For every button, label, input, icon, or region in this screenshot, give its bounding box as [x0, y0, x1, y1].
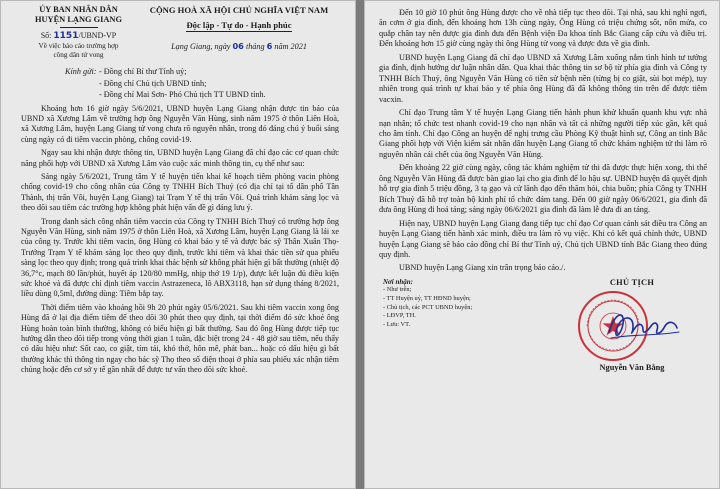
header-rule	[60, 27, 98, 28]
body-paragraph: Chỉ đạo Trung tâm Y tế huyện Lạng Giang tiến hành phun khử khuẩn quanh khu vực nhà nạn nhân; tổ chức test nhanh covid-19 cho nạn nhân và tất cả những người tiếp xúc gần, kết quả cho âm tính. Chỉ đạo Công an huyện để nghị trưng cầu Phòng Kỹ thuật hình sự, Công an tỉnh Bắc Giang phối hợp với Viện kiểm sát nhân dân huyện Lạng Giang tổ chức khám nghiệm tử thi làm rõ nguyên nhân cái chết của ông Nguyễn Văn Hùng.	[379, 108, 707, 159]
addressee-block	[21, 66, 339, 101]
signature-block	[557, 278, 707, 376]
issue-date: Lạng Giang, ngày 06 tháng 6 năm 2021	[171, 41, 307, 51]
recipients-list	[379, 278, 529, 376]
national-heading-block	[139, 5, 339, 59]
document-number: Số: 1151/UBND-VP	[40, 31, 117, 41]
recipients-title: Nơi nhận:	[383, 277, 414, 286]
addressee-label: Kính gửi:	[65, 67, 97, 76]
handwritten-number: 1151	[53, 31, 79, 41]
addressee-item: - Đồng chí Bí thư Tỉnh uỷ;	[99, 67, 187, 76]
agency-line-2: HUYỆN LẠNG GIANG	[34, 15, 122, 24]
document-subject: Về việc báo cáo trường hợp công dân tử vong	[38, 42, 119, 59]
recipient-item: - Chủ tịch, các PCT UBND huyện;	[383, 303, 473, 311]
body-paragraph: UBND huyện Lạng Giang đã chỉ đạo UBND xã Xương Lâm xuống nắm tình hình tư tưởng gia đình, định hướng dư luận nhân dân. Qua khai thác thông tin sơ bộ từ phía gia đình và Công ty TNHH Bích Thuỷ, ông Nguyễn Văn Hùng có tiền sử bệnh nền (từng bị co giật, sùi bọt mép), tuy nhiên trong quá trình tự khai báo y tế phía ông Hùng đã đã không thông tin trên để được tiêm vacxin.	[379, 52, 707, 104]
recipient-item: - Lưu: VT.	[383, 320, 411, 328]
body-paragraph: Hiện nay, UBND huyện Lạng Giang đang tiếp tục chỉ đạo Cơ quan cảnh sát điều tra Công an huyện Lạng Giang tiến hành xác minh, điều tra làm rõ vụ việc. Khi có kết quả chính thức, UBND huyện Lạng Giang sẽ báo cáo đồng chí Bí thư Tỉnh uỷ, Chủ tịch UBND tỉnh Bắc Giang theo đúng quy định.	[379, 218, 707, 259]
body-paragraph: Trong danh sách công nhân tiêm vaccin của Công ty TNHH Bích Thuỷ có trường hợp ông Nguyễn Văn Hùng, sinh năm 1975 ở thôn Liên Hoà, xã Xương Lâm, huyện Lạng Giang là lái xe của công ty. Trước khi tiêm vacin, ông Hùng có khai báo y tế và được bác sỹ Thân Xuân Thọ- Trưởng Trạm Y tế khám sàng lọc theo quy định, trước khi tiêm và khai thác tiền sử qua phiếu sàng lọc theo quy định; trong quá trình khai thác bệnh sử không phát hiện gì bất thường (nhiệt độ 36,7°c, mạch 80 lần/phút, huyết áp 120/80 mmHg, nhịp thở 19 1/p), được kết luận đủ điều kiện sức khoẻ và đã được chỉ định tiêm vaccin Astrazeneca, lô ABX3118, hạn sử dụng tháng 8/2021, liều dùng 0,5ml, đường dùng: Tiêm bắp tay.	[21, 216, 339, 299]
recipient-item: - LĐVP, TH.	[383, 312, 416, 320]
body-paragraph: Ngay sau khi nhận được thông tin, UBND huyện Lạng Giang đã chỉ đạo các cơ quan chức năng phối hợp với UBND xã Xương Lâm vào cuộc xác minh thông tin, cụ thể như sau:	[21, 148, 339, 168]
document-footer	[379, 278, 707, 376]
body-paragraph: Sáng ngày 5/6/2021, Trung tâm Y tế huyện tiến khai kế hoạch tiêm phòng vacin phòng chống covid-19 cho công nhân của Công ty TNHH Bích Thuỷ (có địa chỉ tại tổ dân phố Tân Thành, thị trấn Vôi, huyện Lạng Giang) tại Trạm Y tế thị trấn Vôi. Quá trình khám sàng lọc và theo dõi sau tiêm các trường hợp không phát hiện vấn đề gì đáng lưu ý.	[21, 171, 339, 213]
handwritten-signature-icon	[603, 306, 683, 348]
document-page-1	[0, 0, 356, 489]
addressee-item: - Đồng chí Chủ tịch UBND tỉnh;	[99, 78, 207, 88]
signer-name: Nguyễn Văn Bằng	[599, 362, 665, 372]
recipient-item: - Như trên;	[383, 286, 412, 294]
document-page-2	[364, 0, 720, 489]
addressee-list	[99, 66, 266, 101]
body-paragraph: Đến 10 giờ 10 phút ông Hùng được cho về nhà tiếp tục theo dõi. Tại nhà, sau khi nghỉ ngơi, ăn cơm ở gia đình, đến khoảng hơn 13h cùng ngày, Ông Hùng có triệu chứng sốt, nôn mửa, co quắp chân tay nên được gia đình đưa đến Bệnh viện Đa khoa tỉnh Bắc Giang cấp cứu và điều trị. Đến khoảng hơn 15 giờ cùng ngày thì ông Hùng tử vong và được đưa về gia đình.	[379, 8, 707, 49]
recipient-item: - TT Huyện uỷ, TT HĐND huyện;	[383, 295, 471, 303]
signer-title: CHỦ TỊCH	[609, 277, 655, 287]
national-title: CỘNG HOÀ XÃ HỘI CHỦ NGHĨA VIỆT NAM	[149, 5, 329, 15]
page-gap	[356, 0, 364, 489]
body-paragraph: Khoảng hơn 16 giờ ngày 5/6/2021, UBND huyện Lạng Giang nhận được tin báo của UBND xã Xương Lâm về trường hợp ông Nguyễn Văn Hùng, sinh năm 1975 ở thôn Liên Hoà, xã Xương Lâm, huyện Lạng Giang tử vong chưa rõ nguyên nhân, trong đó đáng chú ý buổi sáng cùng ngày có đi tiêm vaccin phòng, chống covid-19.	[21, 103, 339, 144]
issuing-agency-block	[21, 5, 136, 59]
body-paragraph: Thời điểm tiêm vào khoảng hồi 9h 20 phút ngày 05/6/2021. Sau khi tiêm vaccin xong ông Hùng đã ở lại địa điểm tiêm để theo dõi 30 phút theo quy định, tại thời điểm đó sức khoẻ ông Hùng hoàn toàn bình thường, không có biểu hiện gì bất thường. Sau đó ông Hùng được tiếp tục hướng dẫn theo dõi tiếp trong vòng thời gian 1 tuần, đặc biệt trong 24 - 48 giờ sau tiêm, nếu thấy có dấu hiệu như: Sốt cao, co giật, tím tái, khó thở, hôn mê, phát ban... hoặc có dấu hiệu gì bất thường khác thì thông tin ngay cho bác sỹ Thọ theo số điện thoại ở phía sau phiếu xác nhận tiêm chủng hoặc đến cơ sở y tế gần nhất để được tư vấn theo dõi sức khoẻ.	[21, 302, 339, 375]
document-header	[21, 5, 339, 59]
body-paragraph: Đến khoảng 22 giờ cùng ngày, công tác khám nghiệm tử thi đã được thực hiện xong, thi thể ông Nguyễn Văn Hùng đã được bàn giao lại cho gia đình để lo hậu sự. UBND huyện đã quyết định hỗ trợ gia đình 5 triệu đồng, 3 tạ gạo và cử lãnh đạo đến thăm hỏi, chia buồn; phía Công ty TNHH Bích Thuỷ đã hỗ trợ toàn bộ kinh phí tổ chức đám tang. Đến 00 giờ ngày 06/6/2021, gia đình đã đưa ông Hùng đi hoả táng; sáng ngày 06/6/2021 gia đình đã làm lễ đưa đi an táng.	[379, 163, 707, 215]
addressee-item: - Đồng chí Mai Sơn- Phó Chủ tịch TT UBND tỉnh.	[99, 90, 266, 99]
national-motto: Độc lập - Tự do - Hạnh phúc	[186, 20, 292, 30]
agency-line-1: ỦY BAN NHÂN DÂN	[39, 5, 118, 14]
closing-line: UBND huyện Lạng Giang xin trân trọng báo cáo./.	[399, 263, 566, 273]
